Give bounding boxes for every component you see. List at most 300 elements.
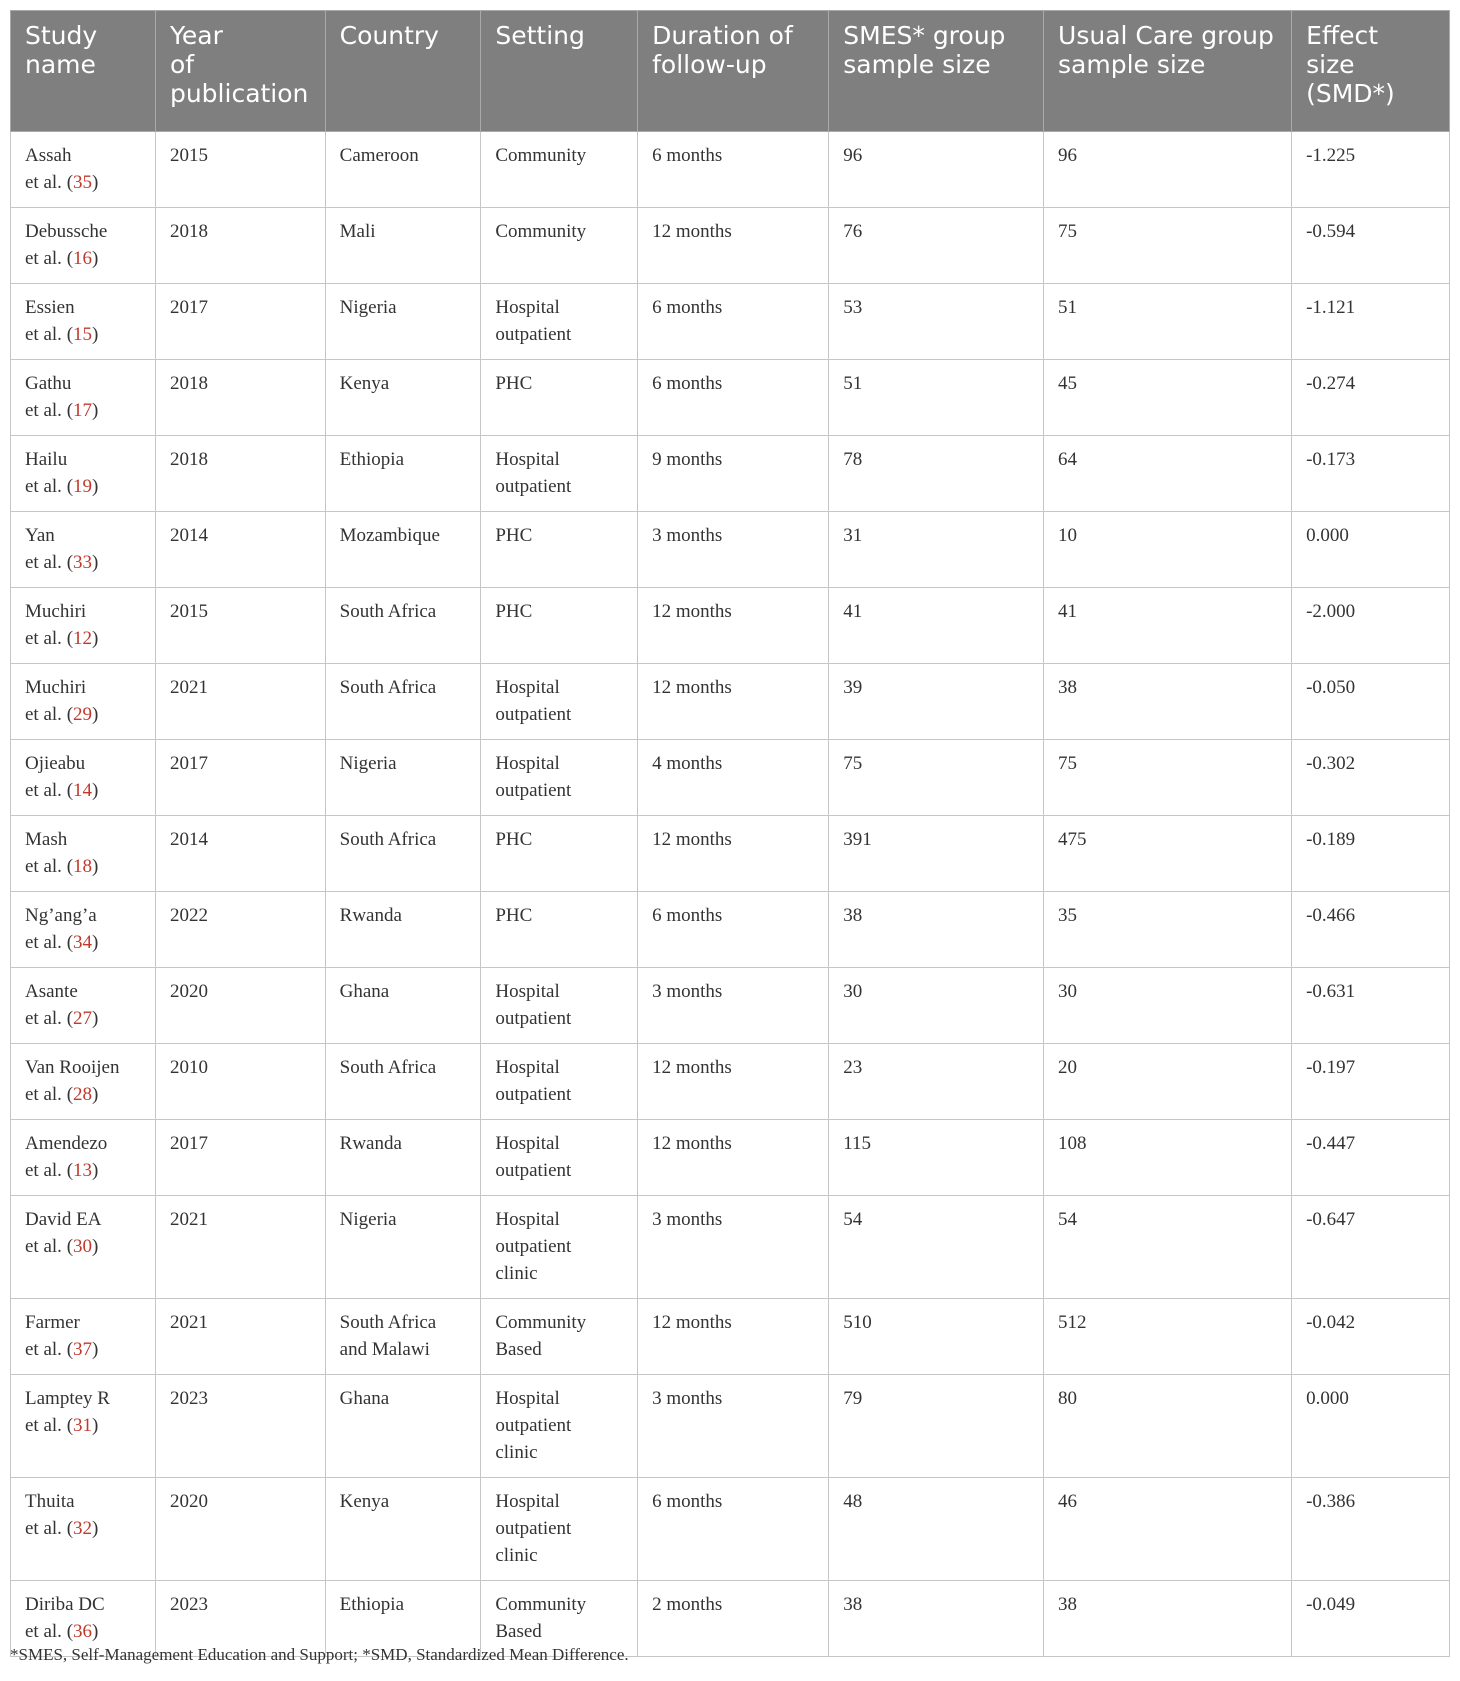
- table-row: [11, 1299, 1450, 1375]
- cell-usual-care-size: 35: [1044, 892, 1292, 968]
- cell-study-name: [11, 360, 156, 436]
- cell-effect-size: -0.302: [1292, 740, 1450, 816]
- study-author: Farmer: [25, 1312, 80, 1333]
- cell-country-line: Cameroon: [339, 145, 419, 166]
- cell-duration: 12 months: [638, 208, 829, 284]
- cell-smes-size: 96: [829, 132, 1044, 208]
- cell-usual-care-size: 475: [1044, 816, 1292, 892]
- cell-year: 2015: [155, 132, 325, 208]
- header-study-name: [11, 11, 156, 132]
- etal-text: et al.: [25, 1236, 62, 1257]
- header-line: SMES* group: [843, 21, 1006, 50]
- cell-setting-line: Hospital: [495, 449, 560, 470]
- cell-setting: [481, 1196, 638, 1299]
- cell-setting-line: clinic: [495, 1442, 538, 1463]
- study-etal-line: et al. (35): [25, 172, 99, 193]
- table-row: [11, 132, 1450, 208]
- cell-setting-line: clinic: [495, 1545, 538, 1566]
- cell-country-line: South Africa: [339, 677, 437, 698]
- cell-effect-size: -0.647: [1292, 1196, 1450, 1299]
- header-line: Duration of: [652, 21, 793, 50]
- study-etal-line: et al. (16): [25, 248, 99, 269]
- study-author: Gathu: [25, 373, 72, 394]
- study-etal-line: et al. (13): [25, 1160, 99, 1181]
- cell-country-line: Mali: [339, 221, 376, 242]
- reference-link[interactable]: 29: [73, 704, 93, 725]
- header-line: (SMD*): [1306, 79, 1395, 108]
- cell-country: [325, 1478, 481, 1581]
- cell-country-line: and Malawi: [339, 1339, 430, 1360]
- cell-duration: 2 months: [638, 1581, 829, 1657]
- cell-duration: 6 months: [638, 892, 829, 968]
- cell-effect-size: -0.274: [1292, 360, 1450, 436]
- study-etal-line: et al. (37): [25, 1339, 99, 1360]
- cell-effect-size: -0.447: [1292, 1120, 1450, 1196]
- cell-usual-care-size: 20: [1044, 1044, 1292, 1120]
- cell-country-line: Ghana: [339, 1388, 390, 1409]
- table-row: [11, 740, 1450, 816]
- cell-year: 2014: [155, 816, 325, 892]
- reference-link[interactable]: 12: [73, 628, 93, 649]
- cell-effect-size: -1.121: [1292, 284, 1450, 360]
- study-etal-line: et al. (36): [25, 1621, 99, 1642]
- study-etal-line: et al. (34): [25, 932, 99, 953]
- cell-country: [325, 892, 481, 968]
- cell-study-name: [11, 1375, 156, 1478]
- cell-setting-line: Hospital: [495, 677, 560, 698]
- cell-study-name: [11, 588, 156, 664]
- cell-setting-line: Hospital: [495, 297, 560, 318]
- cell-effect-size: -2.000: [1292, 588, 1450, 664]
- cell-setting-line: Hospital: [495, 1491, 560, 1512]
- cell-smes-size: 23: [829, 1044, 1044, 1120]
- cell-setting-line: Community: [495, 1594, 587, 1615]
- cell-year: 2015: [155, 588, 325, 664]
- header-usual-care-size: [1044, 11, 1292, 132]
- table-row: [11, 588, 1450, 664]
- cell-country-line: Kenya: [339, 1491, 390, 1512]
- cell-year: 2023: [155, 1581, 325, 1657]
- table-row: [11, 892, 1450, 968]
- reference-link[interactable]: 13: [73, 1160, 93, 1181]
- cell-setting: [481, 740, 638, 816]
- cell-setting: [481, 664, 638, 740]
- cell-setting: [481, 1120, 638, 1196]
- cell-year: 2018: [155, 208, 325, 284]
- study-etal-line: et al. (18): [25, 856, 99, 877]
- cell-country: [325, 360, 481, 436]
- cell-country: [325, 816, 481, 892]
- cell-smes-size: 51: [829, 360, 1044, 436]
- cell-setting-line: outpatient: [495, 1160, 572, 1181]
- cell-setting-line: Community: [495, 145, 587, 166]
- cell-smes-size: 510: [829, 1299, 1044, 1375]
- reference-link[interactable]: 32: [73, 1518, 93, 1539]
- study-etal-line: et al. (28): [25, 1084, 99, 1105]
- header-line: sample size: [1058, 50, 1206, 79]
- cell-smes-size: 54: [829, 1196, 1044, 1299]
- cell-setting-line: PHC: [495, 373, 533, 394]
- header-smes-size: [829, 11, 1044, 132]
- reference-link[interactable]: 16: [73, 248, 93, 269]
- table-row: [11, 664, 1450, 740]
- cell-year: 2010: [155, 1044, 325, 1120]
- etal-text: et al.: [25, 476, 62, 497]
- etal-text: et al.: [25, 1621, 62, 1642]
- table-row: [11, 512, 1450, 588]
- etal-text: et al.: [25, 704, 62, 725]
- cell-smes-size: 38: [829, 1581, 1044, 1657]
- etal-text: et al.: [25, 1160, 62, 1181]
- cell-country-line: Rwanda: [339, 905, 402, 926]
- reference-link[interactable]: 37: [73, 1339, 93, 1360]
- cell-country: [325, 588, 481, 664]
- cell-smes-size: 53: [829, 284, 1044, 360]
- header-line: name: [25, 50, 96, 79]
- cell-effect-size: -0.049: [1292, 1581, 1450, 1657]
- cell-setting-line: Community: [495, 1312, 587, 1333]
- cell-setting-line: outpatient: [495, 1415, 572, 1436]
- cell-usual-care-size: 41: [1044, 588, 1292, 664]
- table-container: [10, 10, 1450, 1657]
- table-footnote: *SMES, Self-Management Education and Support; *SMD, Standardized Mean Difference.: [10, 1645, 629, 1664]
- cell-setting-line: outpatient: [495, 1084, 572, 1105]
- header-effect-size: [1292, 11, 1450, 132]
- cell-country: [325, 436, 481, 512]
- cell-setting-line: clinic: [495, 1263, 538, 1284]
- cell-setting: [481, 284, 638, 360]
- cell-setting: [481, 132, 638, 208]
- etal-text: et al.: [25, 628, 62, 649]
- cell-country: [325, 968, 481, 1044]
- cell-usual-care-size: 80: [1044, 1375, 1292, 1478]
- table-row: [11, 1044, 1450, 1120]
- reference-link[interactable]: 19: [73, 476, 93, 497]
- cell-usual-care-size: 46: [1044, 1478, 1292, 1581]
- cell-country-line: South Africa: [339, 601, 437, 622]
- cell-effect-size: 0.000: [1292, 512, 1450, 588]
- cell-duration: 3 months: [638, 1196, 829, 1299]
- cell-smes-size: 41: [829, 588, 1044, 664]
- cell-study-name: [11, 1044, 156, 1120]
- table-row: [11, 968, 1450, 1044]
- reference-link[interactable]: 27: [73, 1008, 93, 1029]
- cell-smes-size: 39: [829, 664, 1044, 740]
- cell-country-line: South Africa: [339, 1312, 437, 1333]
- cell-setting-line: Hospital: [495, 753, 560, 774]
- cell-usual-care-size: 30: [1044, 968, 1292, 1044]
- study-author: Ng’ang’a: [25, 905, 97, 926]
- cell-effect-size: -1.225: [1292, 132, 1450, 208]
- cell-country-line: Ethiopia: [339, 1594, 405, 1615]
- reference-link[interactable]: 33: [73, 552, 93, 573]
- cell-effect-size: 0.000: [1292, 1375, 1450, 1478]
- table-body: [11, 132, 1450, 1657]
- cell-smes-size: 30: [829, 968, 1044, 1044]
- study-etal-line: et al. (14): [25, 780, 99, 801]
- cell-usual-care-size: 54: [1044, 1196, 1292, 1299]
- etal-text: et al.: [25, 856, 62, 877]
- cell-country: [325, 1120, 481, 1196]
- study-etal-line: et al. (15): [25, 324, 99, 345]
- etal-text: et al.: [25, 1084, 62, 1105]
- table-row: [11, 360, 1450, 436]
- cell-year: 2023: [155, 1375, 325, 1478]
- cell-year: 2020: [155, 1478, 325, 1581]
- reference-link[interactable]: 15: [73, 324, 93, 345]
- cell-duration: 3 months: [638, 1375, 829, 1478]
- cell-duration: 6 months: [638, 284, 829, 360]
- cell-usual-care-size: 75: [1044, 740, 1292, 816]
- cell-study-name: [11, 1478, 156, 1581]
- cell-setting: [481, 208, 638, 284]
- cell-country-line: South Africa: [339, 1057, 437, 1078]
- cell-year: 2021: [155, 1196, 325, 1299]
- cell-smes-size: 76: [829, 208, 1044, 284]
- cell-duration: 12 months: [638, 1120, 829, 1196]
- etal-text: et al.: [25, 172, 62, 193]
- header-line: Usual Care group: [1058, 21, 1274, 50]
- cell-setting-line: outpatient: [495, 324, 572, 345]
- cell-effect-size: -0.197: [1292, 1044, 1450, 1120]
- cell-setting: [481, 512, 638, 588]
- cell-usual-care-size: 96: [1044, 132, 1292, 208]
- cell-duration: 3 months: [638, 512, 829, 588]
- cell-duration: 4 months: [638, 740, 829, 816]
- header-row: [11, 11, 1450, 132]
- study-author: Yan: [25, 525, 55, 546]
- etal-text: et al.: [25, 932, 62, 953]
- cell-year: 2014: [155, 512, 325, 588]
- cell-effect-size: -0.189: [1292, 816, 1450, 892]
- etal-text: et al.: [25, 552, 62, 573]
- etal-text: et al.: [25, 1518, 62, 1539]
- cell-year: 2021: [155, 1299, 325, 1375]
- cell-year: 2022: [155, 892, 325, 968]
- study-author: Muchiri: [25, 677, 87, 698]
- cell-usual-care-size: 45: [1044, 360, 1292, 436]
- table-row: [11, 284, 1450, 360]
- cell-setting-line: outpatient: [495, 1008, 572, 1029]
- cell-country-line: Nigeria: [339, 1209, 397, 1230]
- header-line: follow-up: [652, 50, 767, 79]
- header-line: Study: [25, 21, 98, 50]
- cell-year: 2020: [155, 968, 325, 1044]
- cell-setting: [481, 1375, 638, 1478]
- reference-link[interactable]: 28: [73, 1084, 93, 1105]
- study-etal-line: et al. (12): [25, 628, 99, 649]
- cell-setting-line: PHC: [495, 829, 533, 850]
- cell-usual-care-size: 512: [1044, 1299, 1292, 1375]
- study-author: Asante: [25, 981, 78, 1002]
- cell-duration: 12 months: [638, 588, 829, 664]
- header-line: publication: [169, 79, 309, 108]
- study-author: Essien: [25, 297, 75, 318]
- cell-setting-line: Hospital: [495, 1057, 560, 1078]
- cell-setting-line: Hospital: [495, 981, 560, 1002]
- header-country: [325, 11, 481, 132]
- cell-country-line: Nigeria: [339, 297, 397, 318]
- cell-smes-size: 38: [829, 892, 1044, 968]
- cell-year: 2018: [155, 436, 325, 512]
- cell-study-name: [11, 512, 156, 588]
- header-setting: [481, 11, 638, 132]
- table-row: [11, 816, 1450, 892]
- table-row: [11, 1375, 1450, 1478]
- cell-duration: 6 months: [638, 360, 829, 436]
- cell-country-line: South Africa: [339, 829, 437, 850]
- cell-duration: 12 months: [638, 1044, 829, 1120]
- table-row: [11, 1196, 1450, 1299]
- cell-smes-size: 75: [829, 740, 1044, 816]
- cell-country: [325, 284, 481, 360]
- study-author: Mash: [25, 829, 68, 850]
- study-etal-line: et al. (31): [25, 1415, 99, 1436]
- cell-setting: [481, 816, 638, 892]
- study-author: Hailu: [25, 449, 68, 470]
- cell-country: [325, 132, 481, 208]
- study-author: Ojieabu: [25, 753, 86, 774]
- study-etal-line: et al. (17): [25, 400, 99, 421]
- cell-study-name: [11, 892, 156, 968]
- cell-year: 2017: [155, 284, 325, 360]
- reference-link[interactable]: 14: [73, 780, 93, 801]
- cell-effect-size: -0.042: [1292, 1299, 1450, 1375]
- reference-link[interactable]: 31: [73, 1415, 93, 1436]
- table-row: [11, 1478, 1450, 1581]
- cell-effect-size: -0.173: [1292, 436, 1450, 512]
- header-line: size: [1306, 50, 1355, 79]
- cell-usual-care-size: 38: [1044, 1581, 1292, 1657]
- etal-text: et al.: [25, 248, 62, 269]
- cell-country-line: Rwanda: [339, 1133, 402, 1154]
- cell-setting-line: outpatient: [495, 1518, 572, 1539]
- etal-text: et al.: [25, 1339, 62, 1360]
- study-author: Diriba DC: [25, 1594, 105, 1615]
- header-duration: [638, 11, 829, 132]
- cell-setting: [481, 892, 638, 968]
- cell-duration: 9 months: [638, 436, 829, 512]
- cell-effect-size: -0.386: [1292, 1478, 1450, 1581]
- cell-setting-line: PHC: [495, 905, 533, 926]
- reference-link[interactable]: 35: [73, 172, 93, 193]
- cell-study-name: [11, 968, 156, 1044]
- cell-duration: 6 months: [638, 1478, 829, 1581]
- study-etal-line: et al. (33): [25, 552, 99, 573]
- etal-text: et al.: [25, 1415, 62, 1436]
- study-author: Assah: [25, 145, 72, 166]
- cell-setting-line: outpatient: [495, 1236, 572, 1257]
- cell-setting-line: Based: [495, 1339, 542, 1360]
- cell-study-name: [11, 1196, 156, 1299]
- cell-setting-line: Hospital: [495, 1209, 560, 1230]
- cell-country: [325, 512, 481, 588]
- cell-duration: 12 months: [638, 664, 829, 740]
- cell-setting-line: outpatient: [495, 780, 572, 801]
- study-author: David EA: [25, 1209, 102, 1230]
- cell-duration: 12 months: [638, 816, 829, 892]
- cell-study-name: [11, 1299, 156, 1375]
- study-author: Van Rooijen: [25, 1057, 120, 1078]
- cell-study-name: [11, 132, 156, 208]
- reference-link[interactable]: 34: [73, 932, 93, 953]
- study-etal-line: et al. (29): [25, 704, 99, 725]
- cell-effect-size: -0.466: [1292, 892, 1450, 968]
- cell-setting-line: outpatient: [495, 476, 572, 497]
- cell-usual-care-size: 64: [1044, 436, 1292, 512]
- cell-study-name: [11, 284, 156, 360]
- cell-usual-care-size: 108: [1044, 1120, 1292, 1196]
- cell-study-name: [11, 1120, 156, 1196]
- cell-study-name: [11, 664, 156, 740]
- cell-setting: [481, 588, 638, 664]
- cell-smes-size: 48: [829, 1478, 1044, 1581]
- study-author: Debussche: [25, 221, 108, 242]
- cell-duration: 6 months: [638, 132, 829, 208]
- table-row: [11, 1120, 1450, 1196]
- header-year: [155, 11, 325, 132]
- cell-country-line: Ethiopia: [339, 449, 405, 470]
- cell-country-line: Nigeria: [339, 753, 397, 774]
- cell-country: [325, 1299, 481, 1375]
- reference-link[interactable]: 30: [73, 1236, 93, 1257]
- cell-setting-line: PHC: [495, 525, 533, 546]
- study-etal-line: et al. (32): [25, 1518, 99, 1539]
- cell-effect-size: -0.050: [1292, 664, 1450, 740]
- cell-country-line: Mozambique: [339, 525, 440, 546]
- study-author: Muchiri: [25, 601, 87, 622]
- cell-setting: [481, 1299, 638, 1375]
- cell-effect-size: -0.594: [1292, 208, 1450, 284]
- study-etal-line: et al. (30): [25, 1236, 99, 1257]
- header-line: Year: [169, 21, 223, 50]
- cell-effect-size: -0.631: [1292, 968, 1450, 1044]
- cell-year: 2017: [155, 1120, 325, 1196]
- cell-study-name: [11, 740, 156, 816]
- cell-setting-line: Based: [495, 1621, 542, 1642]
- header-line: sample size: [843, 50, 991, 79]
- cell-country: [325, 740, 481, 816]
- cell-setting-line: Hospital: [495, 1133, 560, 1154]
- reference-link[interactable]: 36: [73, 1621, 93, 1642]
- cell-setting: [481, 1044, 638, 1120]
- cell-usual-care-size: 10: [1044, 512, 1292, 588]
- study-author: Thuita: [25, 1491, 75, 1512]
- cell-smes-size: 79: [829, 1375, 1044, 1478]
- cell-country: [325, 1375, 481, 1478]
- cell-smes-size: 31: [829, 512, 1044, 588]
- header-line: Effect: [1306, 21, 1379, 50]
- cell-country: [325, 1044, 481, 1120]
- reference-link[interactable]: 18: [73, 856, 93, 877]
- cell-usual-care-size: 51: [1044, 284, 1292, 360]
- study-etal-line: et al. (19): [25, 476, 99, 497]
- cell-country: [325, 664, 481, 740]
- cell-year: 2017: [155, 740, 325, 816]
- reference-link[interactable]: 17: [73, 400, 93, 421]
- etal-text: et al.: [25, 400, 62, 421]
- table-row: [11, 208, 1450, 284]
- cell-setting-line: Hospital: [495, 1388, 560, 1409]
- cell-study-name: [11, 816, 156, 892]
- etal-text: et al.: [25, 1008, 62, 1029]
- cell-setting: [481, 360, 638, 436]
- study-author: Amendezo: [25, 1133, 108, 1154]
- cell-setting: [481, 1478, 638, 1581]
- cell-year: 2018: [155, 360, 325, 436]
- cell-country: [325, 208, 481, 284]
- cell-year: 2021: [155, 664, 325, 740]
